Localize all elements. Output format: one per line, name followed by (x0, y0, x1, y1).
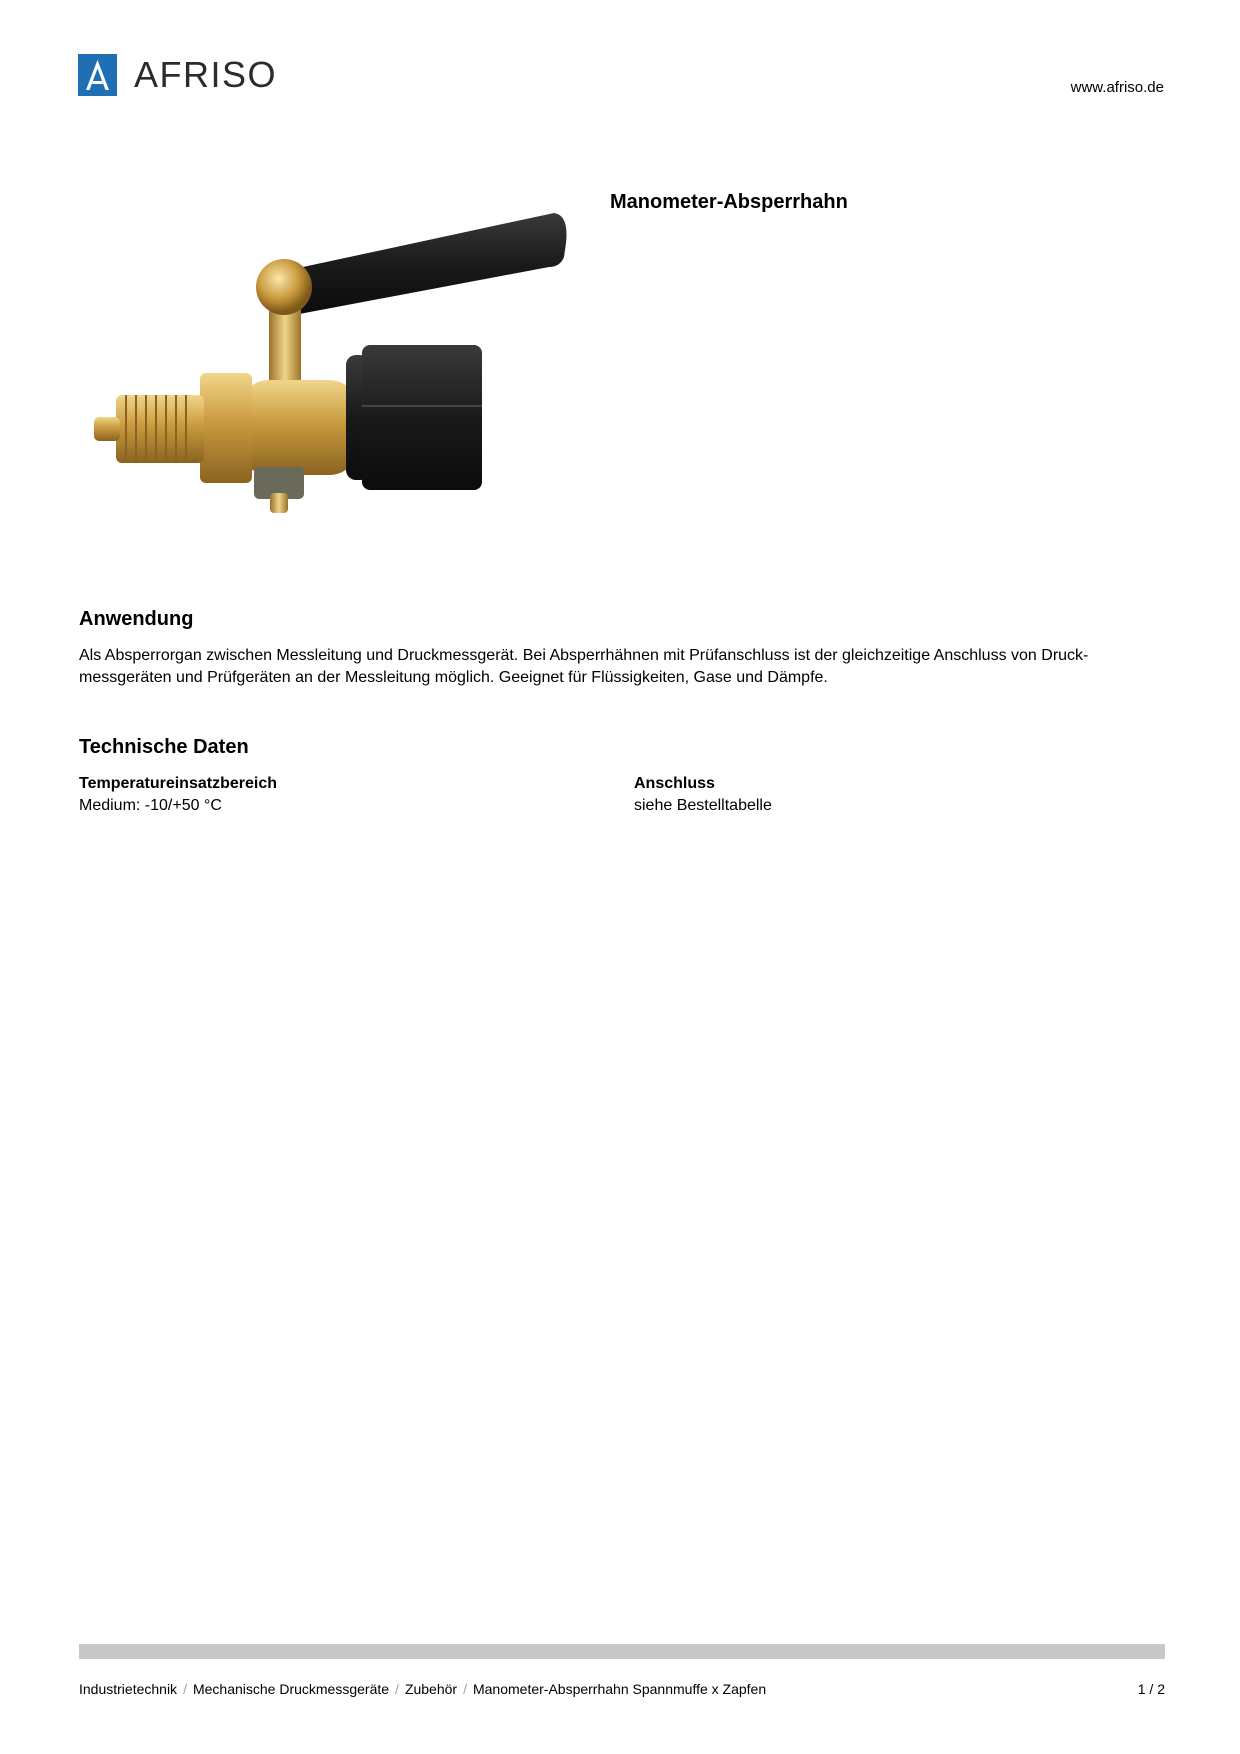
breadcrumb-item[interactable]: Mechanische Druckmessgeräte (192, 1681, 390, 1697)
breadcrumb-item[interactable]: Manometer-Absperrhahn Spannmuffe x Zapfen (472, 1681, 767, 1697)
spec-anschluss (634, 773, 772, 817)
footer-divider-bar (79, 1644, 1165, 1659)
breadcrumb-item[interactable]: Industrietechnik (79, 1681, 178, 1697)
brand-name: AFRISO (134, 54, 278, 95)
product-title: Manometer-Absperrhahn (610, 191, 848, 213)
website-url[interactable]: www.afriso.de (1070, 79, 1164, 96)
page-number: 1 / 2 (1137, 1681, 1165, 1697)
anwendung-text: Als Absperrorgan zwischen Messleitung und Druckmessgerät. Bei Absperrhähnen mit Prüfanschluss ist der gleichzeitige Anschluss von Druck-messgeräten und Prüfgeräten an der Messleitung möglich. Geeignet für Flüssigkeiten, Gase und Dämpfe. (79, 647, 1089, 686)
spec-label: Temperatureinsatzbereich (79, 775, 277, 792)
breadcrumb-separator: / (183, 1681, 187, 1697)
spec-temperature (79, 773, 277, 817)
footer (79, 1681, 1165, 1697)
breadcrumb-item[interactable]: Zubehör (404, 1681, 458, 1697)
breadcrumb (79, 1681, 766, 1697)
valve-image (94, 205, 574, 535)
spec-value: siehe Bestelltabelle (634, 797, 772, 814)
section-heading-anwendung: Anwendung (79, 608, 194, 630)
breadcrumb-separator: / (463, 1681, 467, 1697)
afriso-logo-icon (78, 54, 117, 96)
spec-value: Medium: -10/+50 °C (79, 797, 222, 814)
afriso-logo (78, 54, 277, 96)
spec-label: Anschluss (634, 775, 715, 792)
section-heading-technische-daten: Technische Daten (79, 736, 249, 758)
breadcrumb-separator: / (395, 1681, 399, 1697)
